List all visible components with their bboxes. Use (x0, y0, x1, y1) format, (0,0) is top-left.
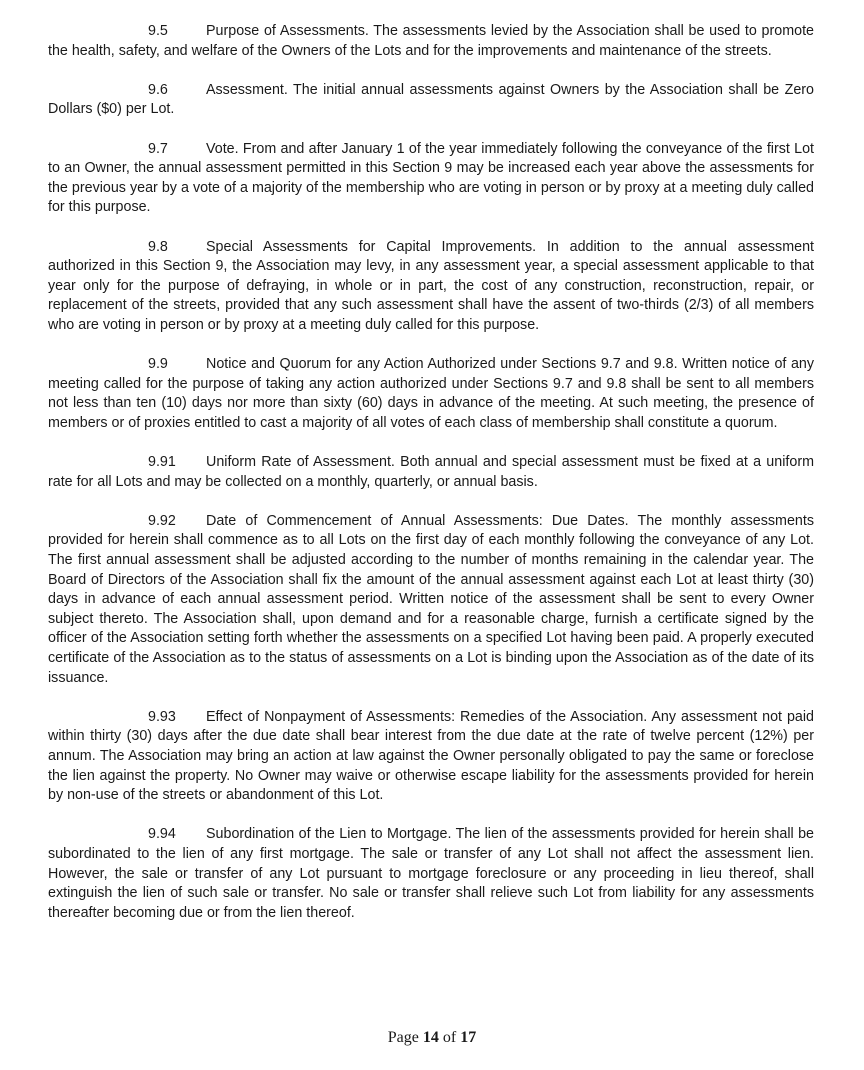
section-9-7 (48, 140, 814, 218)
section-text: Purpose of Assessments. The assessments levied by the Association shall be used to promote the health, safety, and welfare of the Owners of the Lots and for the improvements and maintenance of the streets. (48, 23, 814, 59)
of-word: of (442, 1029, 457, 1046)
section-text: Special Assessments for Capital Improvements. In addition to the annual assessment authorized in this Section 9, the Association may levy, in any assessment year, a special assessment applicable to that year only for the purpose of defraying, in whole or in part, the cost of any construction, reconstruction, repair, or replacement of the streets, provided that any such assessment shall have the assent of two-thirds (2/3) of all members who are voting in person or by proxy at a meeting duly called for this purpose. (48, 238, 814, 333)
page-footer (0, 1029, 864, 1047)
section-text: Date of Commencement of Annual Assessments: Due Dates. The monthly assessments provided for herein shall commence as to all Lots on the first day of each monthly following the conveyance of any Lot. The first annual assessment shall be adjusted according to the number of months remaining in the calendar year. The Board of Directors of the Association shall fix the amount of the annual assessment against each Lot at least thirty (30) days in advance of each annual assessment period. Written notice of the assessment shall be sent to every Owner subject thereto. The Association shall, upon demand and for a reasonable charge, furnish a certificate signed by the officer of the Association setting forth whether the assessments on a specified Lot having been paid. A properly executed certificate of the Association as to the status of assessments on a Lot is binding upon the Association as of the date of its issuance. (48, 512, 814, 686)
section-text: Vote. From and after January 1 of the year immediately following the conveyance of the first Lot to an Owner, the annual assessment permitted in this Section 9 may be increased each year above the assessments for the previous year by a vote of a majority of the membership who are voting in person or by proxy at a meeting duly called for this purpose. (48, 140, 814, 216)
section-9-92 (48, 512, 814, 688)
section-9-9 (48, 355, 814, 433)
section-9-91 (48, 453, 814, 492)
section-9-94 (48, 825, 814, 923)
section-number: 9.93 (148, 708, 176, 725)
section-text: Assessment. The initial annual assessments against Owners by the Association shall be Zero Dollars ($0) per Lot. (48, 81, 814, 118)
section-9-6 (48, 81, 814, 120)
section-text: Effect of Nonpayment of Assessments: Remedies of the Association. Any assessment not paid within thirty (30) days after the due date shall bear interest from the due date at the rate of twelve percent (12%) per annum. The Association may bring an action at law against the Owner personally obligated to pay the same or foreclose the lien against the property. No Owner may waive or otherwise escape liability for the assessments provided for herein by non-use of the streets or abandonment of this Lot. (48, 708, 814, 804)
section-number: 9.9 (148, 356, 168, 373)
section-text: Uniform Rate of Assessment. Both annual and special assessment must be fixed at a uniform rate for all Lots and may be collected on a monthly, quarterly, or annual basis. (48, 454, 814, 490)
section-number: 9.94 (148, 826, 176, 843)
section-number: 9.6 (148, 81, 168, 98)
section-text: Notice and Quorum for any Action Authorized under Sections 9.7 and 9.8. Written notice of any meeting called for the purpose of taking any action authorized under Sections 9.7 and 9.8 shall be sent to all members not less than ten (10) days nor more than sixty (60) days in advance of the meeting. At such meeting, the presence of members or of proxies entitled to cast a majority of all votes of each class of membership shall constitute a quorum. (48, 356, 814, 431)
total-pages-number: 17 (460, 1029, 477, 1046)
section-number: 9.91 (148, 454, 176, 471)
section-9-8 (48, 238, 814, 336)
section-number: 9.7 (148, 140, 168, 157)
current-page-number: 14 (422, 1029, 439, 1046)
section-number: 9.8 (148, 238, 168, 255)
section-9-93 (48, 708, 814, 806)
page-word: Page (387, 1029, 419, 1046)
section-9-5 (48, 22, 814, 61)
section-number: 9.5 (148, 23, 168, 39)
section-number: 9.92 (148, 512, 176, 529)
section-text: Subordination of the Lien to Mortgage. The lien of the assessments provided for herein shall be subordinated to the lien of any first mortgage. The sale or transfer of any Lot shall not affect the assessment lien. However, the sale or transfer of any Lot pursuant to mortgage foreclosure or any proceeding in lieu thereof, shall extinguish the lien of such sale or transfer. No sale or transfer shall relieve such Lot from liability for any assessments thereafter becoming due or from the lien thereof. (48, 826, 814, 921)
document-page (48, 22, 814, 943)
